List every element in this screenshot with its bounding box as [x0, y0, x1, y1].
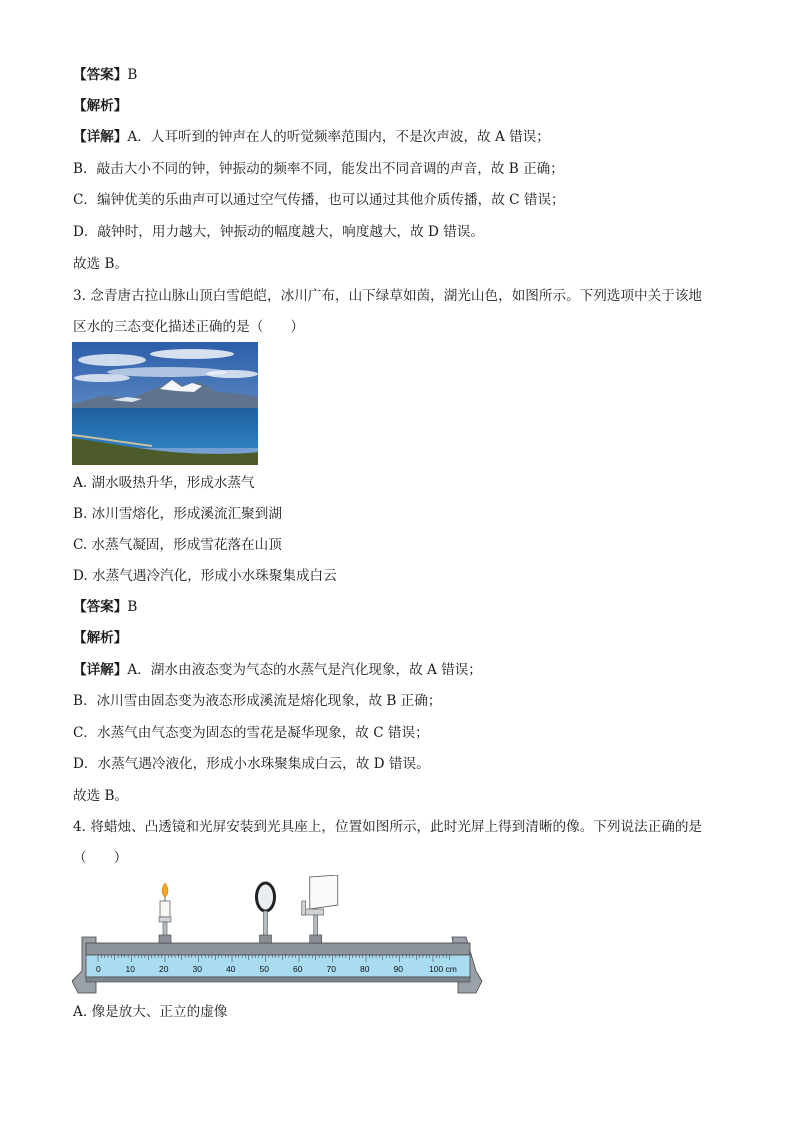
convex-lens — [257, 883, 275, 943]
q2-line-d: D．敲钟时，用力越大，钟振动的幅度越大，响度越大，故 D 错误。 — [73, 224, 485, 240]
q2-detail-line — [73, 128, 550, 146]
q3-option-b: B. 冰川雪熔化，形成溪流汇聚到湖 — [73, 506, 282, 522]
q4-stem-line2: （ ） — [73, 850, 128, 866]
rail-bottom — [86, 977, 470, 982]
detail-text: A．湖水由液态变为气态的水蒸气是汽化现象，故 A 错误； — [127, 662, 482, 678]
ruler-face — [86, 955, 470, 977]
q4-option-a: A. 像是放大、正立的虚像 — [73, 1004, 228, 1020]
ruler-tick-label: 70 — [326, 964, 336, 974]
q2-conclusion: 故选 B。 — [73, 256, 129, 272]
q3-analysis-tag: 【解析】 — [73, 630, 128, 646]
q2-line-c: C．编钟优美的乐曲声可以通过空气传播，也可以通过其他介质传播，故 C 错误； — [73, 192, 565, 208]
q3-line-b: B．冰川雪由固态变为液态形成溪流是熔化现象，故 B 正确； — [73, 693, 442, 709]
answer-tag: 【答案】 — [73, 67, 128, 83]
q3-stem-line2: 区水的三态变化描述正确的是（ ） — [73, 319, 305, 335]
answer-tag: 【答案】 — [73, 599, 128, 615]
detail-tag: 【详解】 — [73, 662, 128, 678]
ruler-tick-label: 90 — [393, 964, 403, 974]
answer-value: B — [127, 67, 138, 83]
q3-conclusion: 故选 B。 — [73, 788, 129, 804]
answer-value: B — [127, 599, 138, 615]
q2-answer-line — [73, 66, 137, 84]
q2-analysis-tag: 【解析】 — [73, 98, 128, 114]
q3-option-c: C. 水蒸气凝固，形成雪花落在山顶 — [73, 537, 282, 553]
q3-answer-line — [73, 598, 137, 616]
lake-mountain-photo — [72, 342, 258, 465]
detail-tag: 【详解】 — [73, 129, 128, 145]
ruler-tick-label: 20 — [159, 964, 169, 974]
detail-text: A．人耳听到的钟声在人的听觉频率范围内，不是次声波，故 A 错误； — [127, 129, 550, 145]
ruler-tick-label: 80 — [360, 964, 370, 974]
ruler-tick-label: 30 — [192, 964, 202, 974]
q4-stem-line1: 4. 将蜡烛、凸透镜和光屏安装到光具座上，位置如图所示，此时光屏上得到清晰的像。下列说法正确的是 — [73, 819, 703, 835]
q3-line-c: C．水蒸气由气态变为固态的雪花是凝华现象，故 C 错误； — [73, 725, 429, 741]
q3-detail-line — [73, 661, 482, 679]
optical-bench-figure — [72, 875, 484, 999]
q3-stem-line1: 3. 念青唐古拉山脉山顶白雪皑皑，冰川广布，山下绿草如茵，湖光山色，如图所示。下列选项中关于该地 — [73, 288, 703, 304]
ruler-tick-label: 50 — [259, 964, 269, 974]
light-screen — [302, 875, 338, 943]
q3-option-a: A. 湖水吸热升华，形成水蒸气 — [73, 475, 255, 491]
rail-top — [86, 943, 470, 955]
ruler-tick-label: 100 cm — [429, 964, 457, 974]
q2-line-b: B．敲击大小不同的钟，钟振动的频率不同，能发出不同音调的声音，故 B 正确； — [73, 161, 564, 177]
q3-line-d: D．水蒸气遇冷液化，形成小水珠聚集成白云，故 D 错误。 — [73, 756, 430, 772]
ruler-tick-label: 60 — [293, 964, 303, 974]
candle — [159, 883, 171, 943]
q3-option-d: D. 水蒸气遇冷汽化，形成小水珠聚集成白云 — [73, 568, 337, 584]
ruler-tick-label: 0 — [96, 964, 101, 974]
ruler-tick-label: 10 — [125, 964, 135, 974]
ruler-tick-label: 40 — [226, 964, 236, 974]
